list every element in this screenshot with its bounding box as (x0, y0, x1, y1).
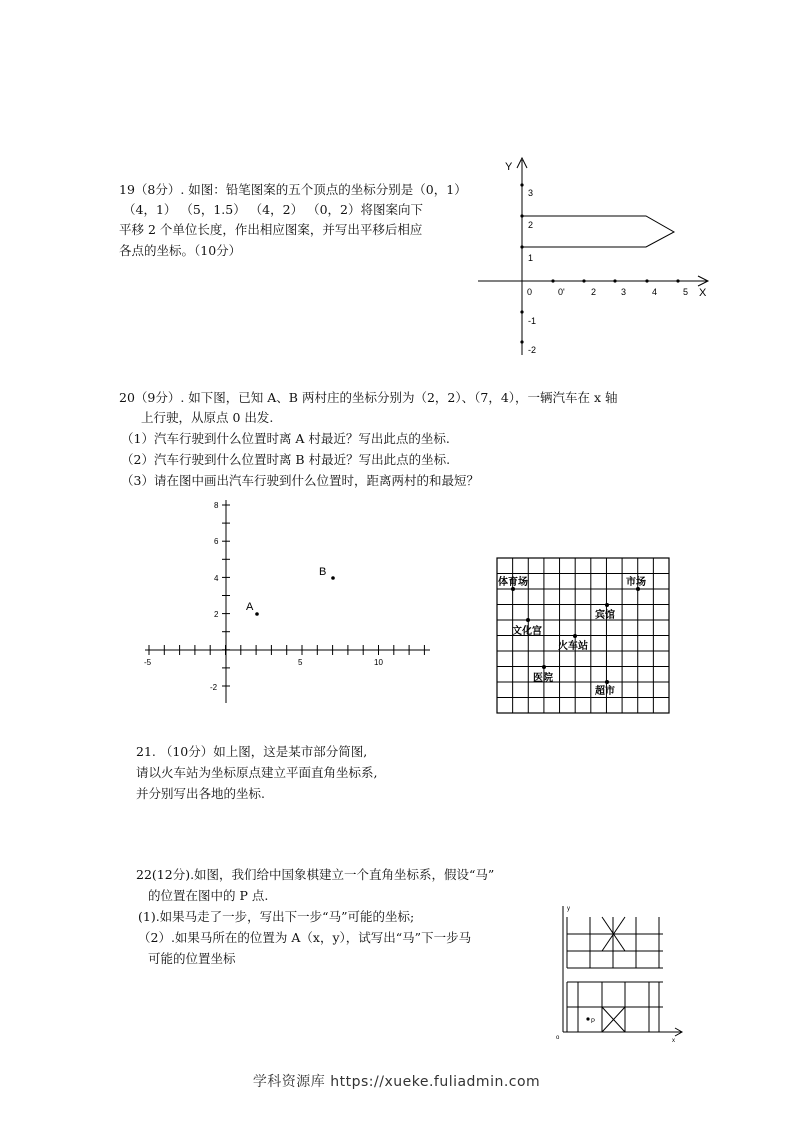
q20-y-tick: 2 (214, 610, 219, 619)
point-b-label: B (319, 566, 327, 578)
map-label-hospital: 医院 (533, 673, 553, 684)
q19-y-label: Y (505, 161, 513, 173)
q22-line-1: 22(12分).如图，我们给中国象棋建立一个直角坐标系，假设“马” (136, 867, 495, 882)
q19-y-dot (520, 183, 523, 186)
q20-line-1: 20（9分）. 如下图，已知 A、B 两村庄的坐标分别为（2，2）、（7，4），一辆汽车在 x 轴 (119, 390, 618, 405)
point-a-label: A (246, 601, 254, 613)
map-dot-culture-palace (526, 618, 530, 622)
q20-line-2: 上行驶，从原点 0 出发. (141, 410, 274, 425)
q20-y-tick: 8 (214, 501, 219, 510)
q19-y-tick: -2 (528, 345, 537, 355)
q19-line-1: 19（8分）. 如图：铅笔图案的五个顶点的坐标分别是（0，1） (119, 182, 467, 197)
q22-line-5: 可能的位置坐标 (148, 951, 236, 966)
q20-line-4: （2）汽车行驶到什么位置时离 B 村最近？写出此点的坐标. (121, 452, 451, 467)
q19-x-label: X (699, 287, 707, 299)
q20-coordinate-graph (140, 495, 440, 710)
q20-y-tick: 4 (214, 574, 219, 583)
q20-y-tick: 6 (214, 537, 219, 546)
point-p-label: P (591, 1019, 596, 1025)
q19-coordinate-graph (470, 150, 720, 360)
map-label-culture-palace: 文化宫 (512, 626, 542, 637)
q21-line-2: 请以火车站为坐标原点建立平面直角坐标系, (136, 765, 378, 780)
q19-x-tick: 3 (621, 287, 627, 297)
q20-line-5: （3）请在图中画出汽车行驶到什么位置时，距离两村的和最短？ (121, 473, 479, 488)
point-a (255, 612, 259, 616)
q20-x-tick: 5 (298, 658, 303, 667)
q19-x-tick: 0 (527, 287, 533, 297)
board-lower-half (567, 982, 663, 1032)
board-y-label: y (567, 906, 570, 912)
q22-line-3: (1).如果马走了一步，写出下一步“马”可能的坐标; (138, 909, 415, 924)
board-upper-half (567, 917, 663, 968)
q19-y-dot (520, 340, 523, 343)
map-label-supermarket: 超市 (595, 686, 615, 697)
chess-board-graph (550, 900, 690, 1045)
q20-y-tick: -2 (210, 683, 218, 692)
q19-x-dot (676, 279, 679, 282)
pencil-shape (522, 216, 674, 247)
q19-x-tick: 0' (558, 287, 565, 297)
q19-line-3: 平移 2 个单位长度，作出相应图案，并写出平移后相应 (119, 222, 423, 237)
q19-y-dot (520, 310, 523, 313)
q21-line-3: 并分别写出各地的坐标. (136, 786, 265, 801)
q19-x-dot (551, 279, 554, 282)
map-label-train-station: 火车站 (558, 641, 588, 652)
point-p (586, 1017, 589, 1020)
q19-x-tick: 4 (652, 287, 658, 297)
q19-x-dot (613, 279, 616, 282)
map-label-stadium: 体育场 (498, 577, 528, 588)
q19-x-tick: 5 (683, 287, 689, 297)
point-b (331, 576, 335, 580)
q20-x-tick: 10 (374, 658, 383, 667)
q20-line-3: （1）汽车行驶到什么位置时离 A 村最近？写出此点的坐标. (121, 431, 450, 446)
q22-line-2: 的位置在图中的 P 点. (148, 888, 269, 903)
footer-watermark: 学科资源库 https://xueke.fuliadmin.com (252, 1074, 541, 1090)
map-label-market: 市场 (626, 577, 646, 588)
q19-x-dot (582, 279, 585, 282)
q22-line-4: （2）.如果马所在的位置为 A（x，y），试写出“马”下一步马 (138, 930, 472, 945)
q19-line-2: （4，1） （5，1.5） （4，2） （0，2）将图案向下 (123, 202, 423, 217)
q19-x-dot (645, 279, 648, 282)
q19-line-4: 各点的坐标。（10分） (119, 243, 242, 258)
map-dot-train-station (573, 634, 577, 638)
q19-x-tick: 2 (591, 287, 597, 297)
map-dot-supermarket (605, 680, 609, 684)
city-map-grid (495, 556, 671, 716)
board-origin-label: o (556, 1035, 560, 1041)
q20-x-tick: -5 (144, 658, 152, 667)
q19-y-tick: 1 (528, 253, 534, 263)
map-dot-hospital (542, 665, 546, 669)
board-x-label: x (672, 1038, 675, 1044)
q19-y-tick: -1 (528, 316, 537, 326)
map-dot-hotel (605, 603, 609, 607)
q19-y-tick: 2 (528, 220, 534, 230)
q19-y-tick: 3 (528, 188, 534, 198)
q21-line-1: 21. （10分）如上图，这是某市部分简图, (136, 744, 368, 759)
map-label-hotel: 宾馆 (595, 610, 615, 621)
